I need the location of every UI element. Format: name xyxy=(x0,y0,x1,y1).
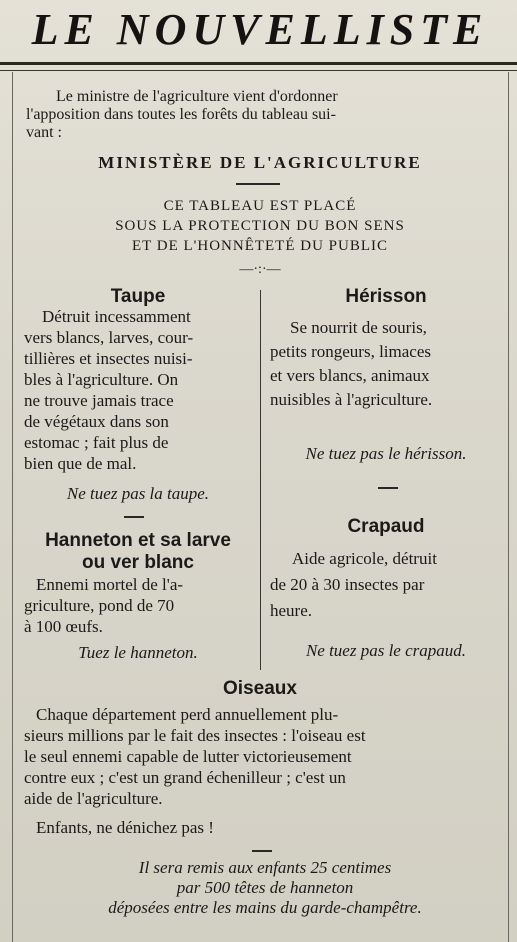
hanneton-heading-line: ou ver blanc xyxy=(82,552,194,573)
intro-paragraph xyxy=(26,88,496,142)
intro-line: vant : xyxy=(26,124,62,141)
reward-line: Il sera remis aux enfants 25 centimes xyxy=(138,858,392,877)
notice-line: SOUS LA PROTECTION DU BON SENS xyxy=(115,218,405,234)
herisson-line: et vers blancs, animaux xyxy=(270,366,430,385)
herisson-heading: Hérisson xyxy=(345,286,427,307)
herisson-line: Se nourrit de souris, xyxy=(290,318,427,337)
herisson-text xyxy=(270,316,506,412)
hanneton-heading-line: Hanneton et sa larve xyxy=(45,530,231,551)
hanneton-heading xyxy=(20,530,256,574)
herisson-motto: Ne tuez pas le hérisson. xyxy=(305,444,467,463)
crapaud-motto: Ne tuez pas le crapaud. xyxy=(305,641,467,660)
crapaud-line: heure. xyxy=(270,601,313,620)
crapaud-line: Aide agricole, détruit xyxy=(292,549,437,568)
taupe-line: vers blancs, larves, cour- xyxy=(24,328,194,347)
reward-line: déposées entre les mains du garde-champêtre. xyxy=(108,898,422,917)
reward-line: par 500 têtes de hanneton xyxy=(176,878,354,897)
taupe-text xyxy=(24,306,256,474)
herisson-line: nuisibles à l'agriculture. xyxy=(270,390,433,409)
taupe-line: bles à l'agriculture. On xyxy=(24,370,179,389)
intro-line: Le ministre de l'agriculture vient d'ordonner xyxy=(56,88,338,105)
hanneton-motto: Tuez le hanneton. xyxy=(78,643,198,662)
left-column-rule xyxy=(12,72,13,942)
section-dash xyxy=(124,516,144,518)
taupe-line: bien que de mal. xyxy=(24,454,137,473)
taupe-line: de végétaux dans son xyxy=(24,412,169,431)
crapaud-text xyxy=(270,546,506,624)
oiseaux-line: le seul ennemi capable de lutter victorieusement xyxy=(24,747,352,766)
masthead-rule-thin xyxy=(0,70,517,71)
masthead-rule xyxy=(0,62,517,65)
herisson-line: petits rongeurs, limaces xyxy=(270,342,431,361)
ornament-divider: —·:·— xyxy=(239,262,281,277)
ministry-heading: MINISTÈRE DE L'AGRICULTURE xyxy=(98,153,422,172)
oiseaux-line: Chaque département perd annuellement plu- xyxy=(36,705,339,724)
taupe-motto: Ne tuez pas la taupe. xyxy=(66,484,210,503)
right-column-rule xyxy=(508,72,509,942)
oiseaux-motto: Enfants, ne dénichez pas ! xyxy=(36,818,214,837)
protection-notice xyxy=(20,196,500,256)
oiseaux-line: contre eux ; c'est un grand échenilleur ; c'est un xyxy=(24,768,346,787)
masthead xyxy=(0,0,517,62)
section-dash xyxy=(378,487,398,489)
oiseaux-heading: Oiseaux xyxy=(223,678,297,699)
taupe-line: estomac ; fait plus de xyxy=(24,433,169,452)
oiseaux-line: aide de l'agriculture. xyxy=(24,789,163,808)
oiseaux-text xyxy=(24,704,508,838)
notice-line: CE TABLEAU EST PLACÉ xyxy=(163,198,357,214)
oiseaux-line: sieurs millions par le fait des insectes : l'oiseau est xyxy=(24,726,366,745)
taupe-heading: Taupe xyxy=(110,286,166,307)
column-divider xyxy=(260,290,261,670)
crapaud-line: de 20 à 30 insectes par xyxy=(270,575,425,594)
hanneton-line: à 100 œufs. xyxy=(24,617,103,636)
notice-line: ET DE L'HONNÊTETÉ DU PUBLIC xyxy=(131,238,389,254)
hanneton-line: Ennemi mortel de l'a- xyxy=(36,575,184,594)
crapaud-heading: Crapaud xyxy=(347,516,425,537)
intro-line: l'apposition dans toutes les forêts du tableau sui- xyxy=(26,106,336,123)
taupe-line: tillières et insectes nuisi- xyxy=(24,349,193,368)
hanneton-text xyxy=(24,574,256,637)
taupe-line: ne trouve jamais trace xyxy=(24,391,174,410)
reward-notice xyxy=(20,858,510,918)
taupe-line: Détruit incessamment xyxy=(42,307,191,326)
ministry-rule xyxy=(236,183,280,185)
hanneton-line: griculture, pond de 70 xyxy=(24,596,175,615)
section-dash xyxy=(252,850,272,852)
masthead-title: LE NOUVELLISTE xyxy=(31,5,489,54)
